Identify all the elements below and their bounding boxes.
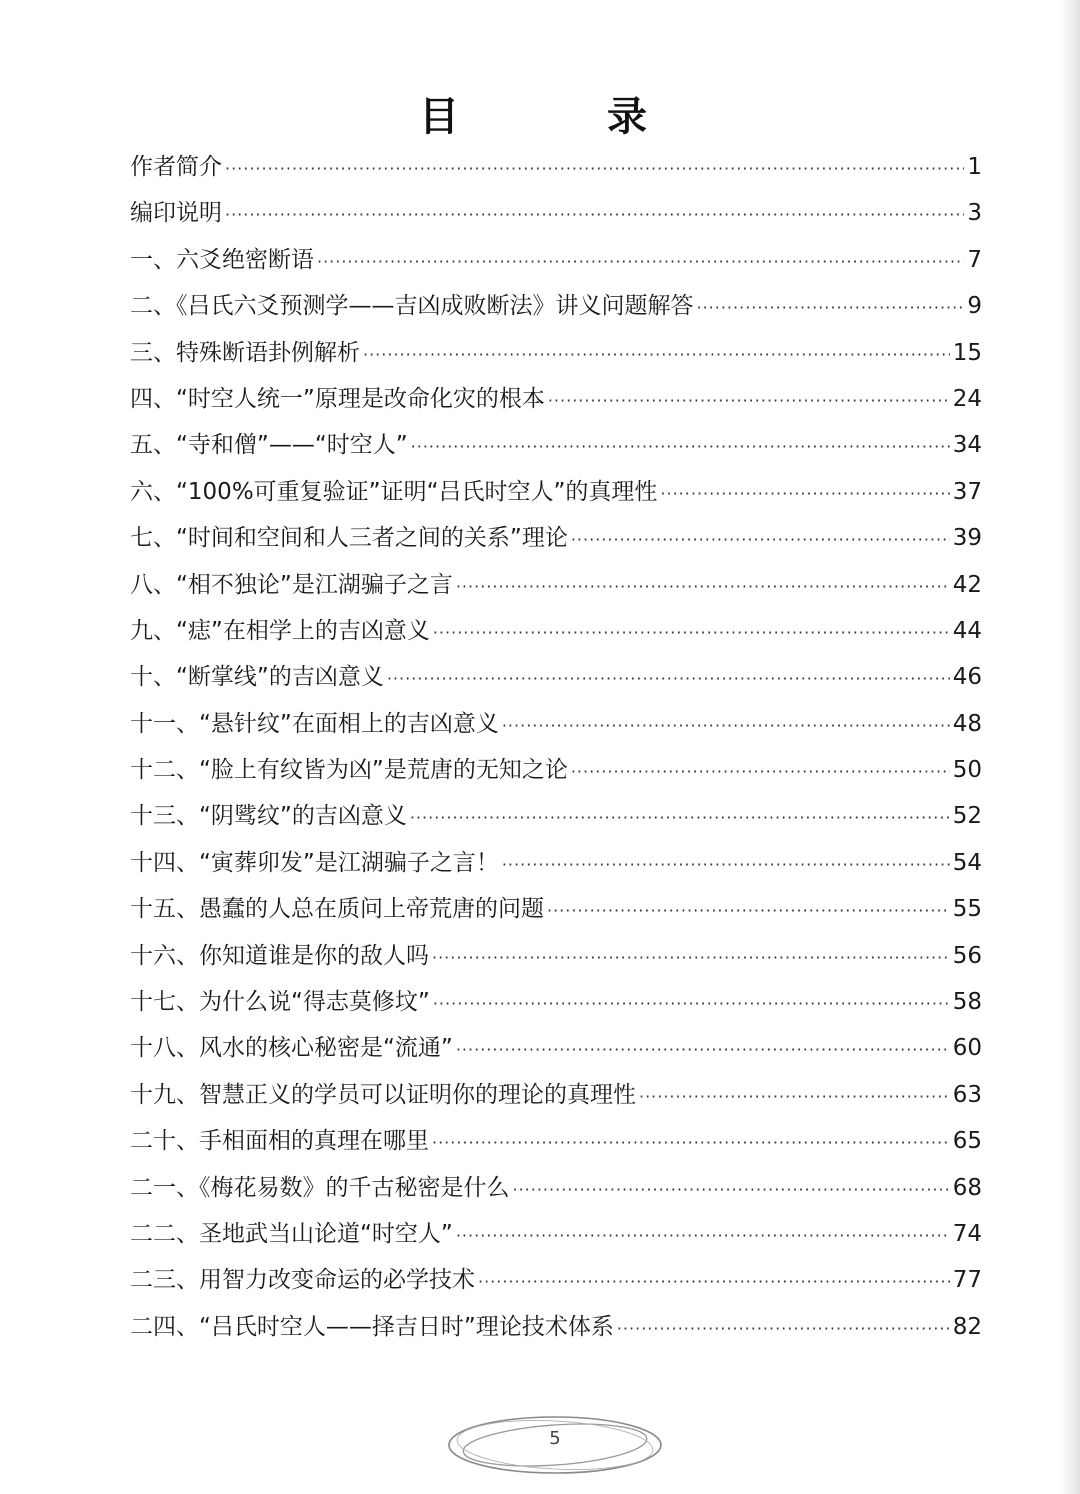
toc-entry-title: 十、“断掌线”的吉凶意义 [130, 664, 384, 691]
toc-dot-leader [432, 1120, 950, 1166]
toc-entry-title: 十九、智慧正义的学员可以证明你的理论的真理性 [130, 1081, 636, 1108]
toc-dot-leader [639, 1074, 950, 1120]
toc-entry-title: 十七、为什么说“得志莫修坟” [130, 989, 430, 1016]
toc-entry [130, 283, 982, 329]
toc-entry-title: 作者简介 [130, 154, 222, 180]
toc-entry-page-number: 15 [952, 339, 982, 366]
toc-entry-title: 十八、风水的核心秘密是“流通” [130, 1035, 453, 1062]
toc-entry [130, 701, 982, 747]
toc-entry-page-number: 44 [952, 617, 982, 644]
toc-entry-page-number: 74 [952, 1220, 982, 1247]
toc-dot-leader [433, 981, 950, 1027]
toc-entry-title: 三、特殊断语卦例解析 [130, 339, 360, 366]
toc-entry [130, 237, 982, 283]
toc-entry [130, 654, 982, 700]
toc-dot-leader [410, 795, 950, 841]
toc-entry [130, 190, 982, 236]
toc-entry-page-number: 42 [952, 571, 982, 598]
toc-dot-leader [571, 517, 950, 563]
table-of-contents [130, 144, 982, 1350]
toc-entry-page-number: 24 [952, 385, 982, 412]
toc-entry-title: 二二、圣地武当山论道“时空人” [130, 1220, 453, 1247]
toc-entry-page-number: 34 [952, 432, 982, 459]
toc-entry [130, 747, 982, 793]
toc-dot-leader [548, 378, 950, 424]
toc-entry [130, 886, 982, 932]
toc-entry-page-number: 3 [967, 200, 982, 227]
toc-dot-leader [432, 935, 950, 981]
toc-entry-page-number: 55 [952, 896, 982, 923]
toc-entry-title: 五、“寺和僧”——“时空人” [130, 432, 408, 459]
toc-entry-title: 二一、《梅花易数》的千古秘密是什么 [130, 1174, 510, 1201]
toc-dot-leader [502, 703, 950, 749]
toc-entry-page-number: 1 [967, 154, 982, 180]
toc-entry-page-number: 56 [952, 942, 982, 969]
toc-entry [130, 1165, 982, 1211]
toc-entry-title: 编印说明 [130, 200, 222, 227]
toc-entry [130, 1257, 982, 1303]
toc-entry [130, 840, 982, 886]
toc-entry-title: 十四、“寅葬卯发”是江湖骗子之言！ [130, 849, 499, 876]
toc-dot-leader [433, 610, 950, 656]
toc-entry-page-number: 9 [967, 293, 982, 320]
toc-entry [130, 933, 982, 979]
toc-entry-title: 十五、愚蠢的人总在质问上帝荒唐的问题 [130, 896, 544, 923]
toc-entry [130, 1211, 982, 1257]
toc-dot-leader [502, 842, 950, 888]
page-title: 目 录 [419, 93, 701, 140]
toc-entry [130, 515, 982, 561]
toc-entry-page-number: 50 [952, 757, 982, 784]
toc-entry [130, 330, 982, 376]
toc-entry-page-number: 54 [952, 849, 982, 876]
toc-dot-leader [456, 1213, 950, 1259]
toc-dot-leader [387, 656, 950, 702]
toc-entry-title: 九、“痣”在相学上的吉凶意义 [130, 617, 430, 644]
toc-entry-title: 六、“100%可重复验证”证明“吕氏时空人”的真理性 [130, 478, 658, 505]
toc-dot-leader [697, 285, 965, 331]
toc-entry-page-number: 52 [952, 803, 982, 830]
toc-entry-page-number: 58 [952, 989, 982, 1016]
toc-entry-title: 二十、手相面相的真理在哪里 [130, 1128, 429, 1155]
toc-entry [130, 422, 982, 468]
toc-entry-page-number: 37 [952, 478, 982, 505]
toc-entry-page-number: 68 [952, 1174, 982, 1201]
toc-entry [130, 1072, 982, 1118]
toc-entry-page-number: 77 [952, 1267, 982, 1294]
toc-dot-leader [456, 1027, 950, 1073]
toc-dot-leader [363, 332, 950, 378]
toc-dot-leader [478, 1259, 950, 1305]
toc-entry-page-number: 60 [952, 1035, 982, 1062]
toc-entry-page-number: 46 [952, 664, 982, 691]
toc-entry-title: 一、六爻绝密断语 [130, 246, 314, 273]
toc-dot-leader [617, 1306, 950, 1352]
toc-dot-leader [411, 424, 950, 470]
toc-entry-title: 二三、用智力改变命运的必学技术 [130, 1267, 475, 1294]
toc-dot-leader [317, 239, 964, 285]
toc-dot-leader [513, 1167, 950, 1213]
toc-entry-page-number: 48 [952, 710, 982, 737]
toc-entry-title: 十六、你知道谁是你的敌人吗 [130, 942, 429, 969]
toc-entry [130, 1118, 982, 1164]
toc-entry-title: 二四、“吕氏时空人——择吉日时”理论技术体系 [130, 1313, 614, 1340]
toc-entry-page-number: 82 [952, 1313, 982, 1340]
toc-entry-page-number: 63 [952, 1081, 982, 1108]
toc-entry-title: 十二、“脸上有纹皆为凶”是荒唐的无知之论 [130, 757, 568, 784]
toc-entry-title: 八、“相不独论”是江湖骗子之言 [130, 571, 453, 598]
toc-entry [130, 469, 982, 515]
toc-entry-page-number: 65 [952, 1128, 982, 1155]
toc-entry-title: 七、“时间和空间和人三者之间的关系”理论 [130, 525, 568, 552]
toc-entry [130, 1304, 982, 1350]
page-edge-shadow [1058, 0, 1080, 1494]
toc-entry-title: 十三、“阴骘纹”的吉凶意义 [130, 803, 407, 830]
toc-entry [130, 562, 982, 608]
toc-dot-leader [225, 146, 964, 192]
toc-entry [130, 144, 982, 190]
toc-dot-leader [660, 471, 949, 517]
toc-entry-title: 二、《吕氏六爻预测学——吉凶成败断法》讲义问题解答 [130, 293, 694, 320]
toc-entry-title: 四、“时空人统一”原理是改命化灾的根本 [130, 385, 545, 412]
toc-entry-page-number: 39 [952, 525, 982, 552]
toc-dot-leader [571, 749, 950, 795]
toc-entry [130, 793, 982, 839]
toc-dot-leader [547, 888, 950, 934]
toc-entry [130, 979, 982, 1025]
toc-entry [130, 608, 982, 654]
toc-entry-page-number: 7 [967, 246, 982, 273]
toc-dot-leader [225, 192, 964, 238]
toc-dot-leader [456, 564, 950, 610]
toc-entry-title: 十一、“悬针纹”在面相上的吉凶意义 [130, 710, 499, 737]
page-number: 5 [549, 1428, 561, 1449]
toc-entry [130, 376, 982, 422]
toc-entry [130, 1025, 982, 1071]
